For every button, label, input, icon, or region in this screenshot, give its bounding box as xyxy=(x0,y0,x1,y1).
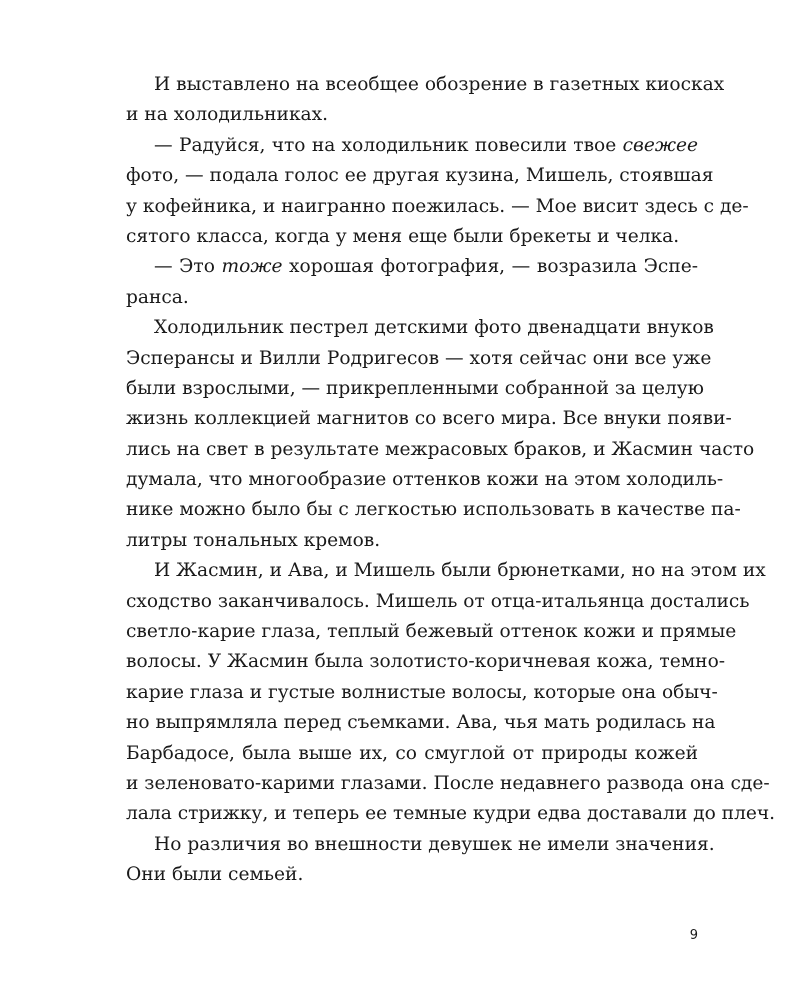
text-run: лись на свет в результате межрасовых браков, и Жасмин часто xyxy=(126,438,755,460)
text-run: Эсперансы и Вилли Родригесов — хотя сейчас они все уже xyxy=(126,347,712,369)
text-line xyxy=(126,404,732,434)
text-run: и зеленовато-карими глазами. После недавнего развода она сде- xyxy=(126,772,770,794)
text-run: хорошая фотография, — возразила Эспе- xyxy=(282,256,698,278)
text-line xyxy=(126,252,698,282)
text-run: думала, что многообразие оттенков кожи на этом холодиль- xyxy=(126,469,724,491)
text-run: нике можно было бы с легкостью использовать в качестве па- xyxy=(126,499,741,521)
text-run: — Радуйся, что на холодильник повесили твое xyxy=(154,134,623,156)
text-line xyxy=(126,526,698,556)
text-run: ранса. xyxy=(126,286,189,308)
text-line xyxy=(126,678,718,708)
text-line xyxy=(126,739,698,769)
text-line xyxy=(126,860,698,890)
text-line xyxy=(126,313,714,343)
paragraph xyxy=(126,252,698,313)
text-line xyxy=(126,374,704,404)
paragraph xyxy=(126,556,776,830)
emphasis-text: тоже xyxy=(221,256,283,278)
text-line xyxy=(126,587,750,617)
text-line xyxy=(126,647,726,677)
text-line xyxy=(126,435,755,465)
text-line xyxy=(126,465,724,495)
text-line xyxy=(126,100,698,130)
text-line xyxy=(126,769,770,799)
paragraph xyxy=(126,70,725,131)
text-run: но выпрямляла перед съемками. Ава, чья мать родилась на xyxy=(126,712,716,734)
text-run: литры тональных кремов. xyxy=(126,529,381,551)
text-run: сходство заканчивалось. Мишель от отца-итальянца достались xyxy=(126,590,750,612)
paragraph xyxy=(126,313,755,556)
paragraph xyxy=(126,131,749,253)
text-line xyxy=(126,222,698,252)
text-run: карие глаза и густые волнистые волосы, которые она обыч- xyxy=(126,681,718,703)
text-run: И Жасмин, и Ава, и Мишель были брюнетками, но на этом их xyxy=(154,560,766,582)
text-run: Холодильник пестрел детскими фото двенадцати внуков xyxy=(154,317,714,339)
emphasis-text: свежее xyxy=(622,134,698,156)
text-line xyxy=(126,161,714,191)
text-run: были взрослыми, — прикрепленными собранной за целую xyxy=(126,377,704,399)
body-text xyxy=(126,70,776,891)
text-run: лала стрижку, и теперь ее темные кудри едва доставали до плеч. xyxy=(126,803,776,825)
text-run: жизнь коллекцией магнитов со всего мира. Все внуки появи- xyxy=(126,408,732,430)
text-run: фото, — подала голос ее другая кузина, Мишель, стоявшая xyxy=(126,165,714,187)
text-line xyxy=(126,556,766,586)
text-run: Барбадосе, была выше их, со смуглой от природы кожей xyxy=(126,742,698,764)
text-line xyxy=(126,283,698,313)
text-run: И выставлено на всеобщее обозрение в газетных киосках xyxy=(154,74,725,95)
paragraph xyxy=(126,830,715,891)
page-number: 9 xyxy=(689,928,698,943)
text-line xyxy=(126,495,741,525)
text-run: у кофейника, и наигранно поежилась. — Мое висит здесь с де- xyxy=(126,195,749,217)
text-run: — Это xyxy=(154,256,222,278)
text-line xyxy=(126,344,712,374)
text-run: Но различия во внешности девушек не имели значения. xyxy=(154,833,715,855)
text-line xyxy=(126,192,749,222)
text-run: Они были семьей. xyxy=(126,864,304,886)
text-line xyxy=(126,830,715,860)
text-line xyxy=(126,131,698,161)
text-run: и на холодильниках. xyxy=(126,104,329,126)
text-line xyxy=(126,70,725,100)
text-line xyxy=(126,708,716,738)
text-line xyxy=(126,617,737,647)
text-line xyxy=(126,799,776,829)
text-run: сятого класса, когда у меня еще были брекеты и челка. xyxy=(126,225,680,247)
text-run: светло-карие глаза, теплый бежевый оттенок кожи и прямые xyxy=(126,621,737,643)
text-run: волосы. У Жасмин была золотисто-коричневая кожа, темно- xyxy=(126,651,726,673)
